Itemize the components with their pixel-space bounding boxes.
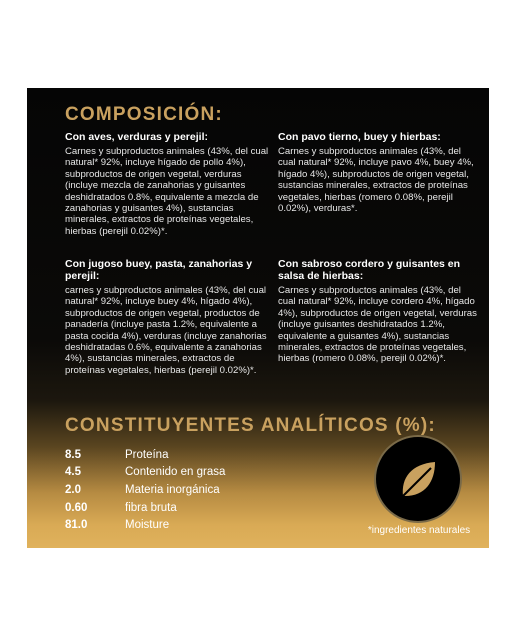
analytical-value: 0.60 — [65, 501, 88, 514]
recipe-beef — [65, 258, 270, 376]
analytical-row — [65, 499, 325, 517]
product-info-panel — [27, 88, 489, 548]
recipe-poultry — [65, 131, 270, 237]
analytical-value: 8.5 — [65, 448, 81, 461]
composition-title: COMPOSICIÓN: — [65, 104, 223, 125]
recipe-title: Con pavo tierno, buey y hierbas: — [278, 131, 441, 143]
recipe-title: Con jugoso buey, pasta, zanahorias y perejil: — [65, 258, 253, 282]
analytical-label: Moisture — [125, 519, 170, 532]
recipe-ingredients: Carnes y subproductos animales (43%, del cual natural* 92%, incluye hígado de pollo 4%), subproductos de origen vegetal, verduras (incluye mezcla de zanahorias y guisantes deshidratados 0.8%, equivalente a mezcla de zanahorias y guisantes 4%), sustancias minerales, extractos de proteínas vegetales, hierbas (perejil 0.02%)*. — [65, 146, 269, 237]
recipe-title: Con aves, verduras y perejil: — [65, 131, 208, 143]
recipe-turkey — [278, 131, 478, 214]
recipe-ingredients: Carnes y subproductos animales (43%, del cual natural* 92%, incluye pavo 4%, buey 4%, hígado 4%), subproductos de origen vegetal, sustancias minerales, extractos de proteínas vegetales, hierbas (romero 0.08%, perejil 0.02%), verduras*. — [278, 146, 474, 215]
analytical-row — [65, 446, 325, 464]
analytical-label: fibra bruta — [125, 501, 177, 514]
recipe-title: Con sabroso cordero y guisantes en salsa de hierbas: — [278, 258, 461, 282]
analytical-row — [65, 464, 325, 482]
recipe-lamb — [278, 258, 478, 365]
analytical-row — [65, 516, 325, 534]
analytical-title: CONSTITUYENTES ANALÍTICOS (%): — [65, 415, 436, 436]
leaf-icon — [391, 452, 445, 506]
analytical-value: 2.0 — [65, 483, 81, 496]
natural-badge — [374, 435, 462, 523]
analytical-value: 4.5 — [65, 466, 81, 479]
recipe-ingredients: carnes y subproductos animales (43%, del cual natural* 92%, incluye buey 4%, hígado 4%), subproductos de origen vegetal, productos de panadería (incluye pasta 1.2%, equivalente a pasta cocida 4%), verduras (incluye zanahorias deshidratadas 0.6%, equivalente a zanahorias 4%), sustancias minerales, extractos de proteínas vegetales, hierbas (perejil 0.02%)*. — [65, 285, 267, 376]
analytical-row — [65, 481, 325, 499]
analytical-label: Proteína — [125, 448, 169, 461]
footnote: *ingredientes naturales — [367, 525, 471, 536]
analytical-label: Contenido en grasa — [125, 466, 226, 479]
analytical-value: 81.0 — [65, 519, 88, 532]
recipe-ingredients: Carnes y subproductos animales (43%, del cual natural* 92%, incluye cordero 4%, hígado 4%), subproductos de origen vegetal, verduras (incluye guisantes deshidratados 1.2%, equivalente a guisantes 4%), sustancias minerales, extractos de proteínas vegetales, hierbas (romero 0.08%, perejil 0.02%)*. — [278, 285, 477, 365]
analytical-table — [65, 446, 325, 534]
analytical-label: Materia inorgánica — [125, 483, 220, 496]
